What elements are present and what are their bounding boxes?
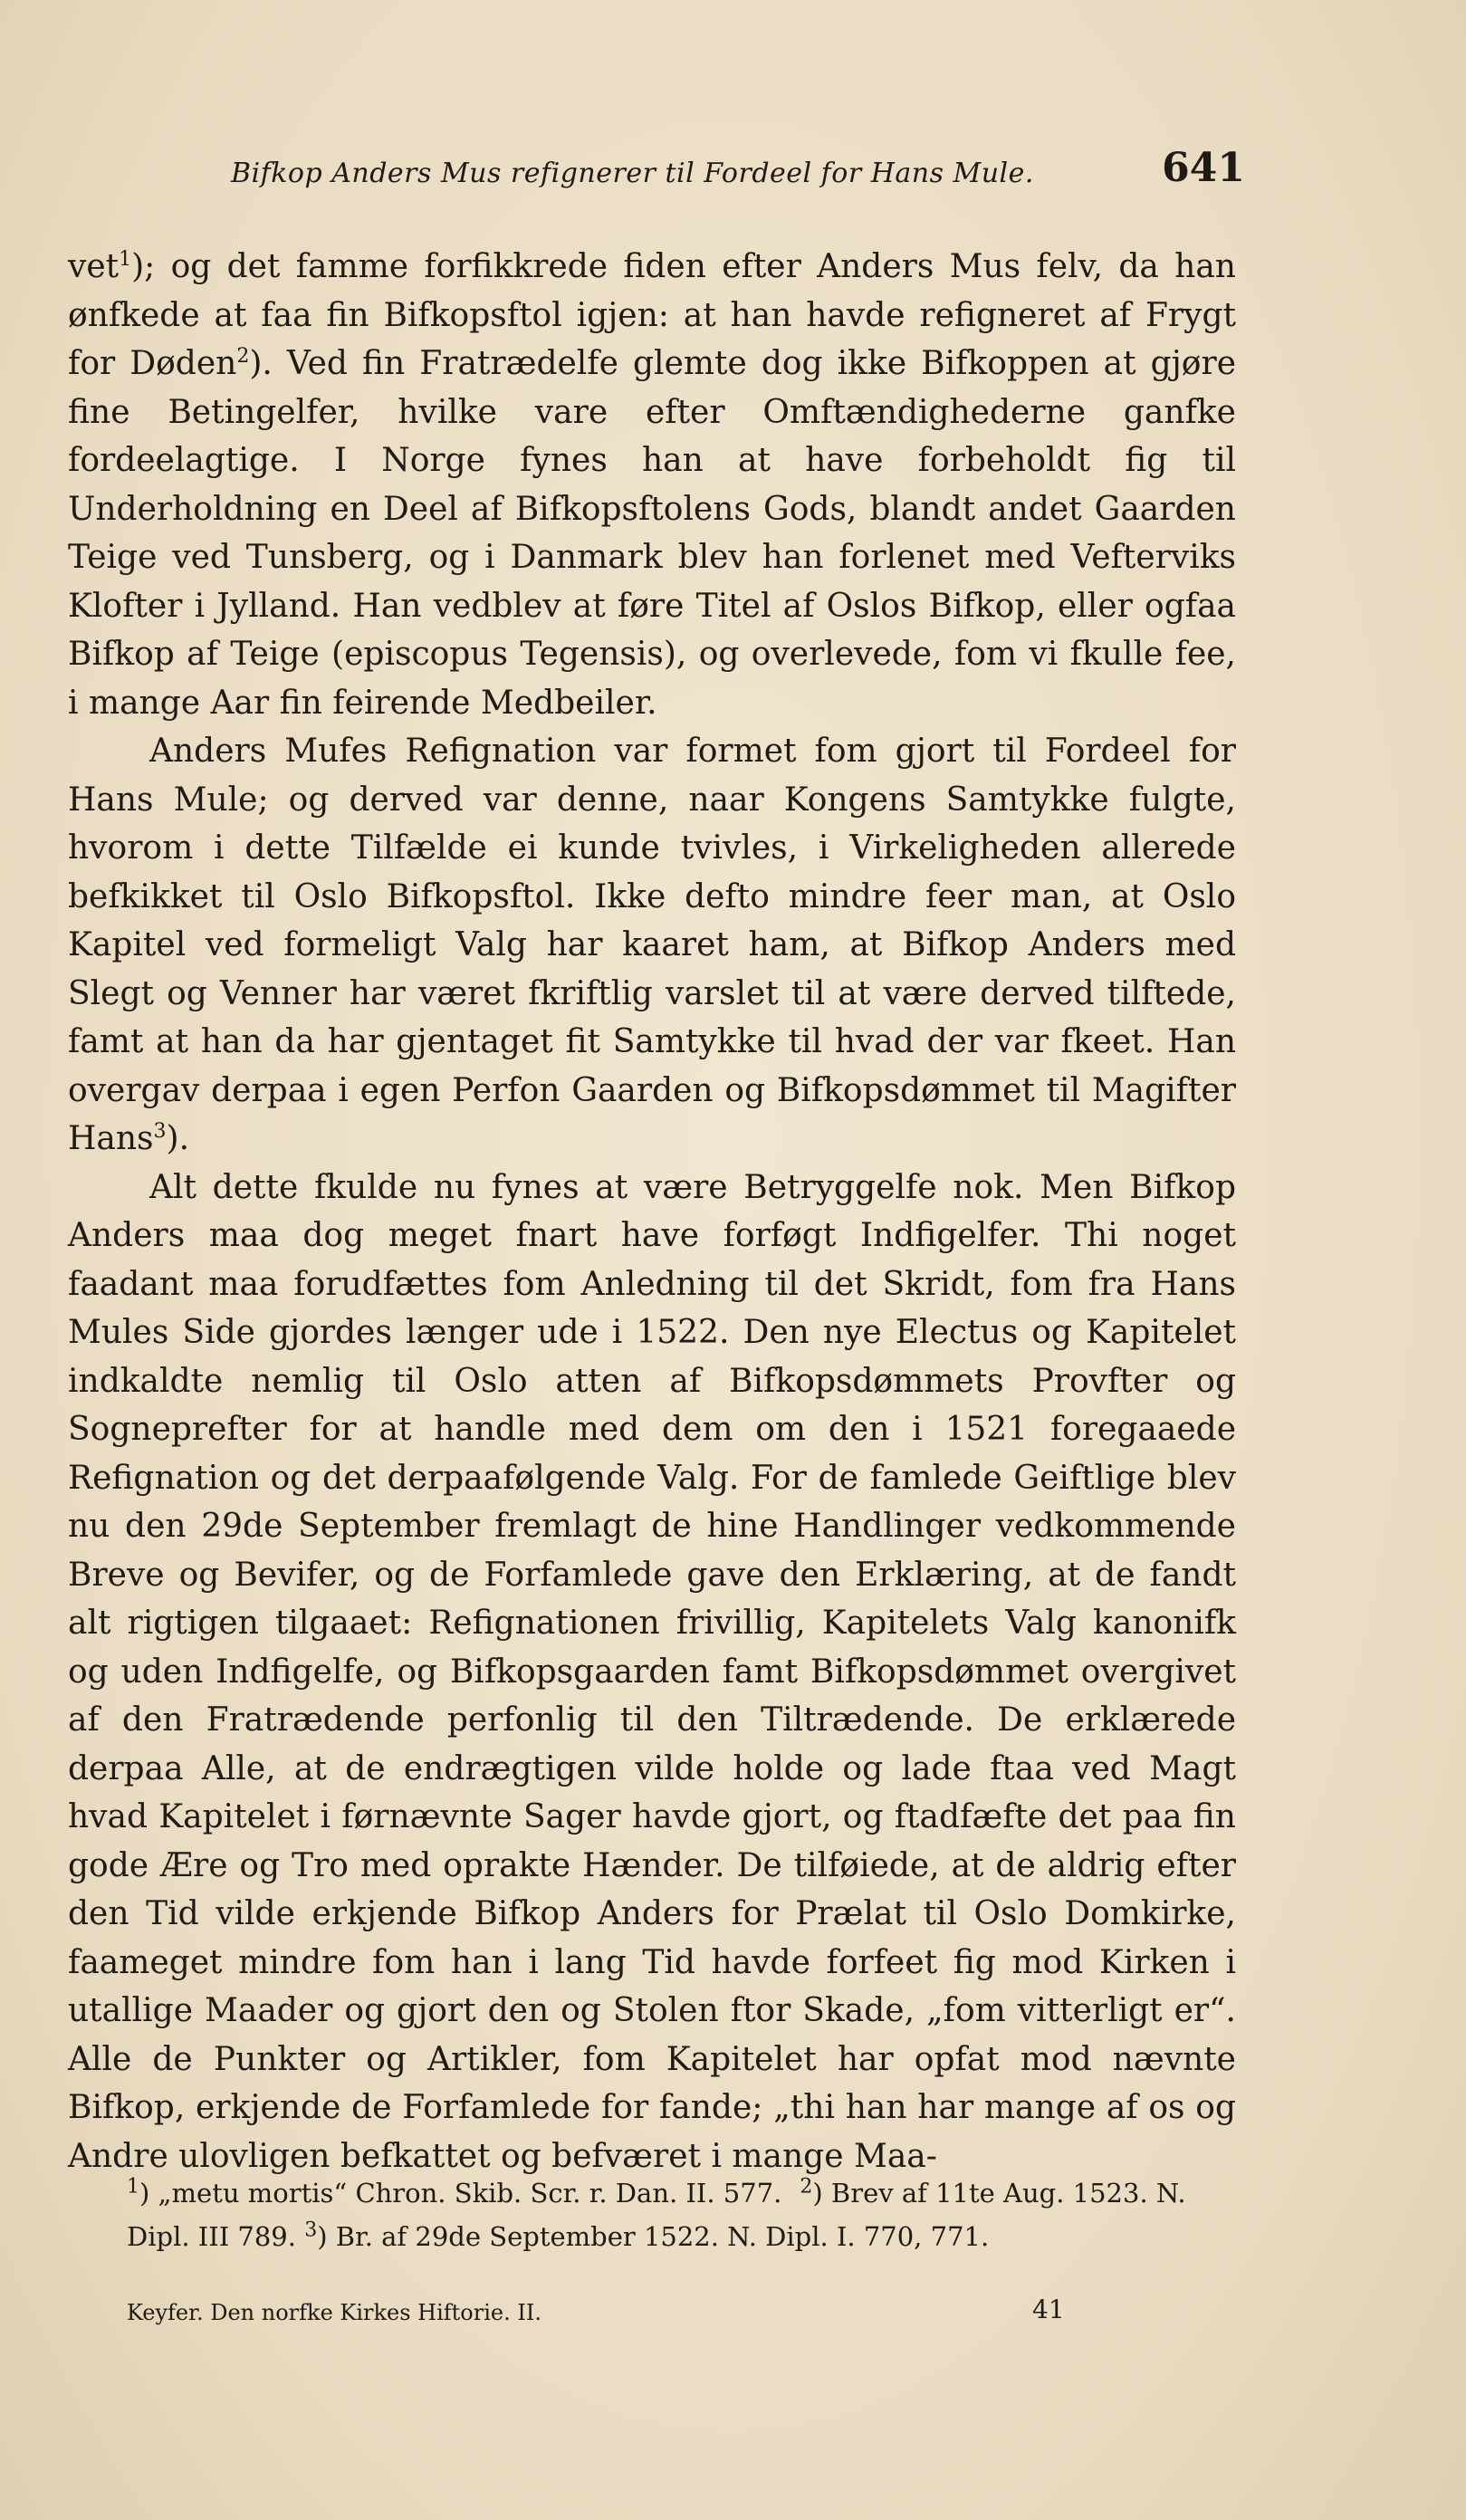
signature-mark: 41 <box>1032 2295 1065 2324</box>
footnote-ref-1: 1 <box>119 248 132 271</box>
text-run: ); og det famme forfikkrede fiden efter Anders Mus felv, da han ønfkede at faa fin Bifkopsftol igjen: at han havde refigneret af Frygt for Døden <box>68 248 1236 382</box>
paragraph-1 <box>68 243 1236 727</box>
footnote-2: ) Brev af 11te Aug. 1523. N. Dipl. III 789. <box>127 2178 1186 2252</box>
footnote-3: ) Br. af 29de September 1522. N. Dipl. I. 770, 771. <box>317 2221 990 2252</box>
paragraph-2 <box>68 727 1236 1164</box>
footnote-line-1 <box>127 2171 1236 2258</box>
page-header <box>231 145 1245 199</box>
footnote-ref-2: 2 <box>236 345 250 368</box>
text-run: vet <box>68 248 120 285</box>
text-run: Anders Mufes Refignation var formet fom gjort til Fordeel for Hans Mule; og derved var denne, naar Kongens Samtykke fulgte, hvorom i dette Tilfælde ei kunde tvivles, i Virkeligheden allerede befkikket til Oslo Bifkopsftol. Ikke defto mindre feer man, at Oslo Kapitel ved formeligt Valg har kaaret ham, at Bifkop Anders med Slegt og Venner har været fkriftlig varslet til at være derved tilftede, famt at han da har gjentaget fit Samtykke til hvad der var fkeet. Han overgav derpaa i egen Perfon Gaarden og Bifkopsdømmet til Magifter Hans <box>68 733 1236 1157</box>
text-run: ). <box>166 1120 190 1157</box>
page-footer <box>127 2295 1123 2331</box>
page-number: 641 <box>1162 145 1245 191</box>
printer-signature: Keyfer. Den norfke Kirkes Hiftorie. II. <box>127 2300 541 2325</box>
footnote-mark-1: 1 <box>127 2175 139 2199</box>
footnote-ref-3: 3 <box>153 1120 167 1143</box>
footnote-mark-3: 3 <box>304 2218 318 2242</box>
running-head: Bifkop Anders Mus refignerer til Fordeel for Hans Mule. <box>231 158 1034 189</box>
footnote-1: ) „metu mortis“ Chron. Skib. Scr. r. Dan. II. 577. <box>139 2178 782 2209</box>
footnote-mark-2: 2 <box>800 2175 813 2199</box>
body-text <box>68 243 1236 2180</box>
text-run: ). Ved fin Fratrædelfe glemte dog ikke Bifkoppen at gjøre fine Betingelfer, hvilke vare efter Omftændighederne ganfke fordeelagtige. I Norge fynes han at have forbeholdt fig til Underholdning en Deel af Bifkopsftolens Gods, blandt andet Gaarden Teige ved Tunsberg, og i Danmark blev han forlenet med Vefterviks Klofter i Jylland. Han vedblev at føre Titel af Oslos Bifkop, eller ogfaa Bifkop af Teige (episcopus Tegensis), og overlevede, fom vi fkulle fee, i mange Aar fin feirende Medbeiler. <box>68 345 1236 722</box>
footnotes <box>127 2171 1236 2258</box>
paragraph-3: Alt dette fkulde nu fynes at være Betryggelfe nok. Men Bifkop Anders maa dog meget fnart have forføgt Indfigelfer. Thi noget faadant maa forudfættes fom Anledning til det Skridt, fom fra Hans Mules Side gjordes længer ude i 1522. Den nye Electus og Kapitelet indkaldte nemlig til Oslo atten af Bifkopsdømmets Provfter og Sogneprefter for at handle med dem om den i 1521 foregaaede Refignation og det derpaafølgende Valg. For de famlede Geiftlige blev nu den 29de September fremlagt de hine Handlinger vedkommende Breve og Bevifer, og de Forfamlede gave den Erklæring, at de fandt alt rigtigen tilgaaet: Refignationen frivillig, Kapitelets Valg kanonifk og uden Indfigelfe, og Bifkopsgaarden famt Bifkopsdømmet overgivet af den Fratrædende perfonlig til den Tiltrædende. De erklærede derpaa Alle, at de endrægtigen vilde holde og lade ftaa ved Magt hvad Kapitelet i førnævnte Sager havde gjort, og ftadfæfte det paa fin gode Ære og Tro med oprakte Hænder. De tilføiede, at de aldrig efter den Tid vilde erkjende Bifkop Anders for Prælat til Oslo Domkirke, faameget mindre fom han i lang Tid havde forfeet fig mod Kirken i utallige Maader og gjort den og Stolen ftor Skade, „fom vitterligt er“. Alle de Punkter og Artikler, fom Kapitelet har opfat mod nævnte Bifkop, erkjende de Forfamlede for fande; „thi han har mange af os og Andre ulovligen befkattet og befværet i mange Maa- <box>68 1168 1236 2175</box>
